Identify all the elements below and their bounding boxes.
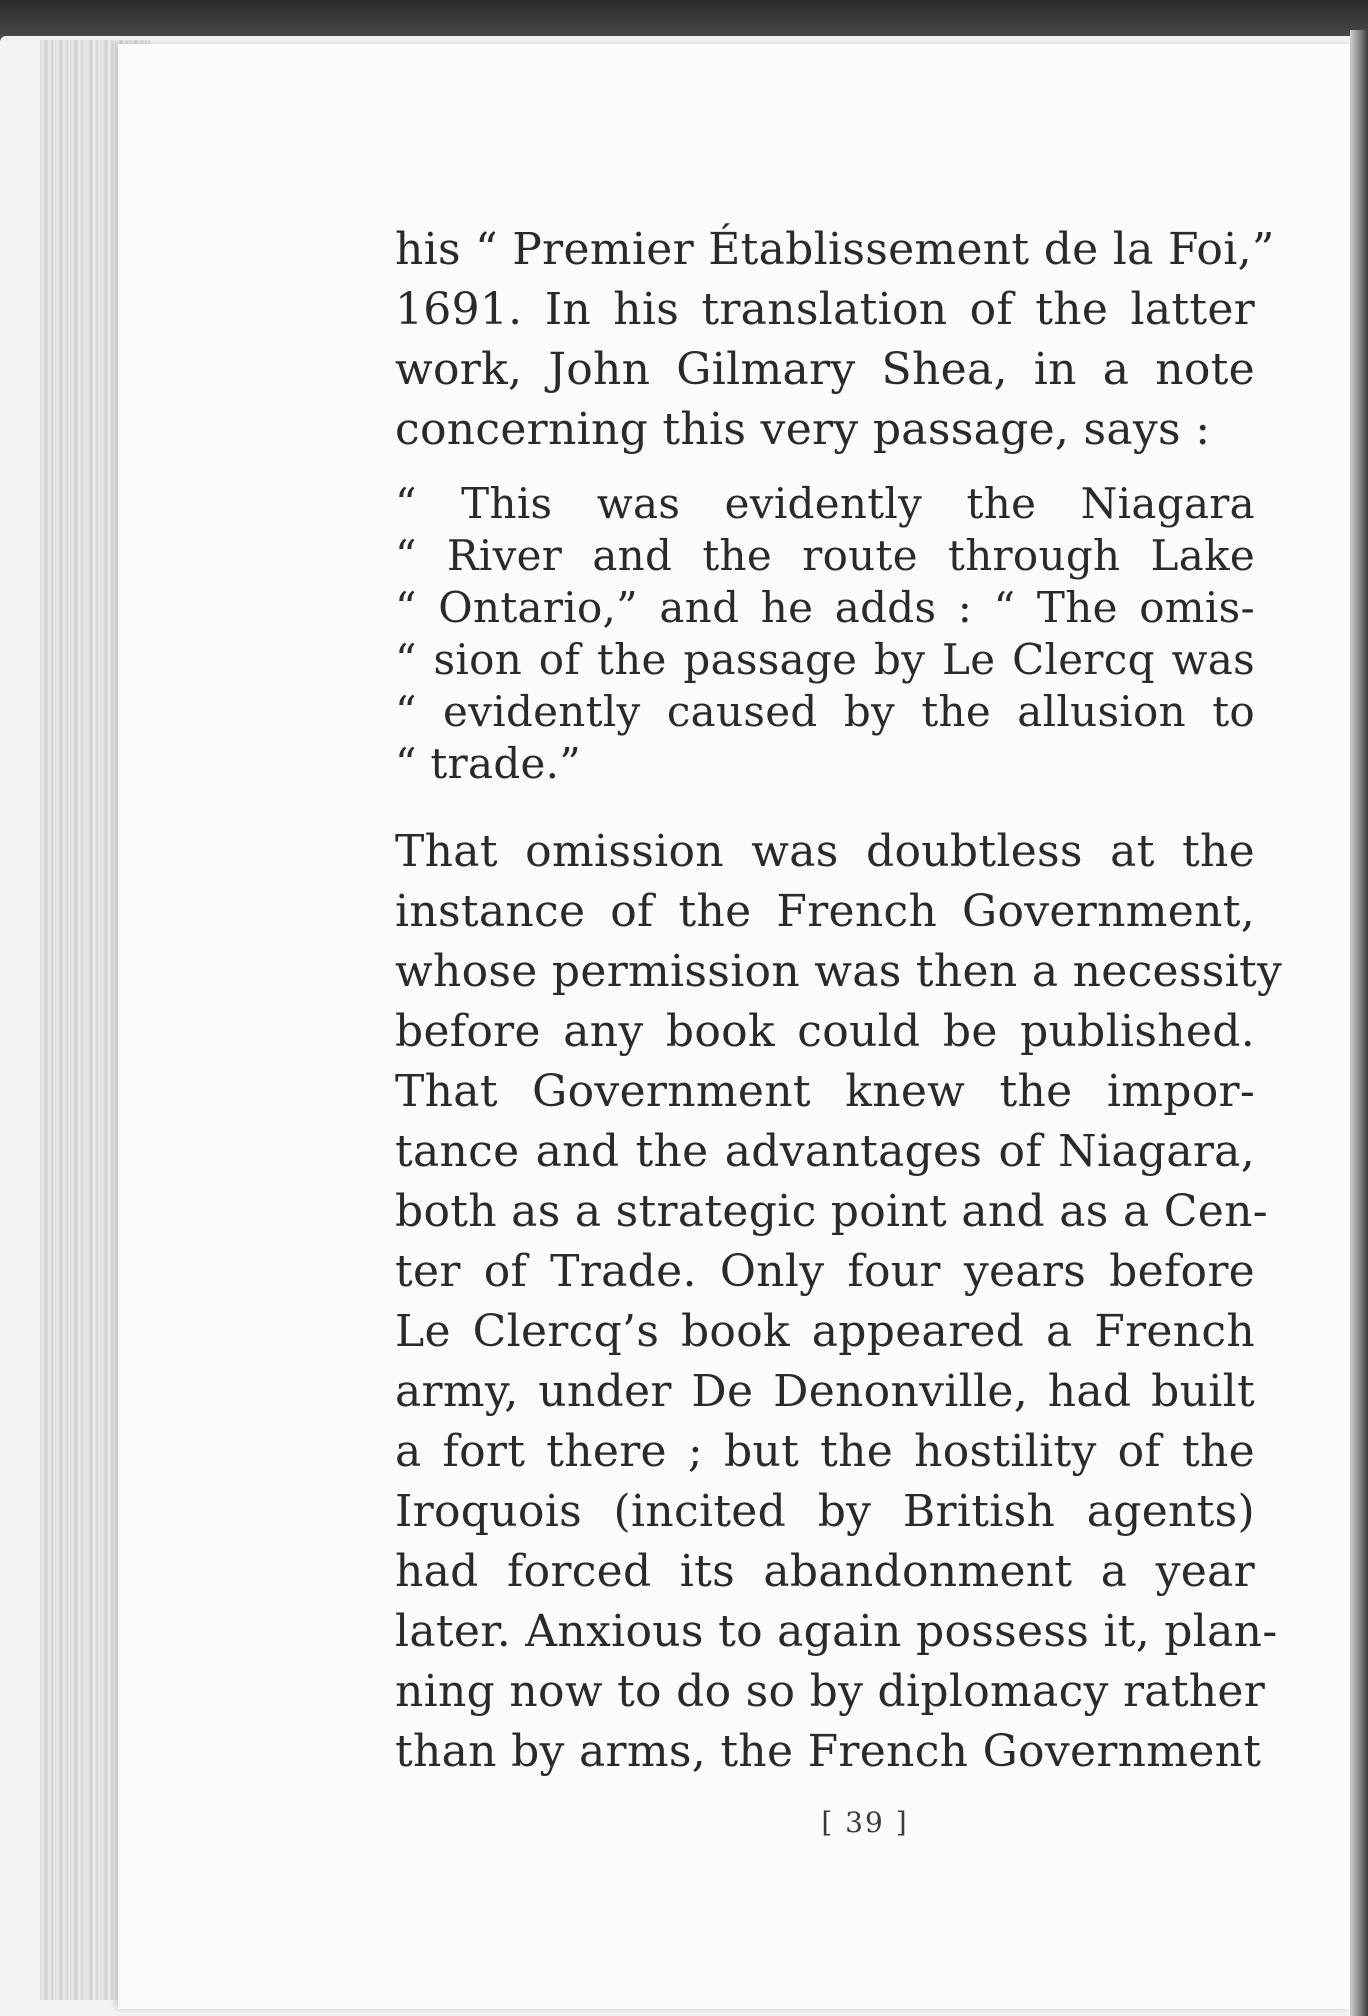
text-line: instance of the French Government, (395, 886, 1255, 937)
text-line: That Government knew the impor- (395, 1066, 1255, 1117)
text-line: both as a strategic point and as a Cen- (395, 1186, 1268, 1237)
text-line: work, John Gilmary Shea, in a note (395, 344, 1255, 395)
text-line: before any book could be published. (395, 1006, 1255, 1057)
binding-edge (1350, 30, 1368, 2016)
quote-line: “ evidently caused by the allusion to (395, 687, 1255, 736)
quote-line: “ trade.” (395, 739, 582, 788)
paragraph-2 (395, 822, 1283, 1782)
paragraph-1 (395, 220, 1275, 460)
text-line: Le Clercq’s book appeared a French (395, 1306, 1255, 1357)
quote-line: “ sion of the passage by Le Clercq was (395, 635, 1255, 684)
text-line: than by arms, the French Government (395, 1726, 1262, 1777)
text-line: tance and the advantages of Niagara, (395, 1126, 1255, 1177)
text-line: a fort there ; but the hostility of the (395, 1426, 1255, 1477)
text-line: later. Anxious to again possess it, plan- (395, 1606, 1278, 1657)
text-line: army, under De Denonville, had built (395, 1366, 1255, 1417)
text-line: ter of Trade. Only four years before (395, 1246, 1255, 1297)
text-line: had forced its abandonment a year (395, 1546, 1255, 1597)
text-line: 1691. In his translation of the latter (395, 284, 1255, 335)
quote-line: “ River and the route through Lake (395, 531, 1255, 580)
text-line: ning now to do so by diplomacy rather (395, 1666, 1266, 1717)
text-line: Iroquois (incited by British agents) (395, 1486, 1255, 1537)
quote-line: “ Ontario,” and he adds : “ The omis- (395, 583, 1255, 632)
text-line: concerning this very passage, says : (395, 404, 1211, 455)
page-text (395, 220, 1283, 1782)
page-number: [ 39 ] (821, 1806, 909, 1839)
text-line: That omission was doubtless at the (395, 826, 1255, 877)
text-line: whose permission was then a necessity (395, 946, 1283, 997)
block-quote (395, 478, 1255, 790)
quote-line: “ This was evidently the Niagara (395, 479, 1255, 528)
text-line: his “ Premier Établissement de la Foi,” (395, 224, 1275, 275)
